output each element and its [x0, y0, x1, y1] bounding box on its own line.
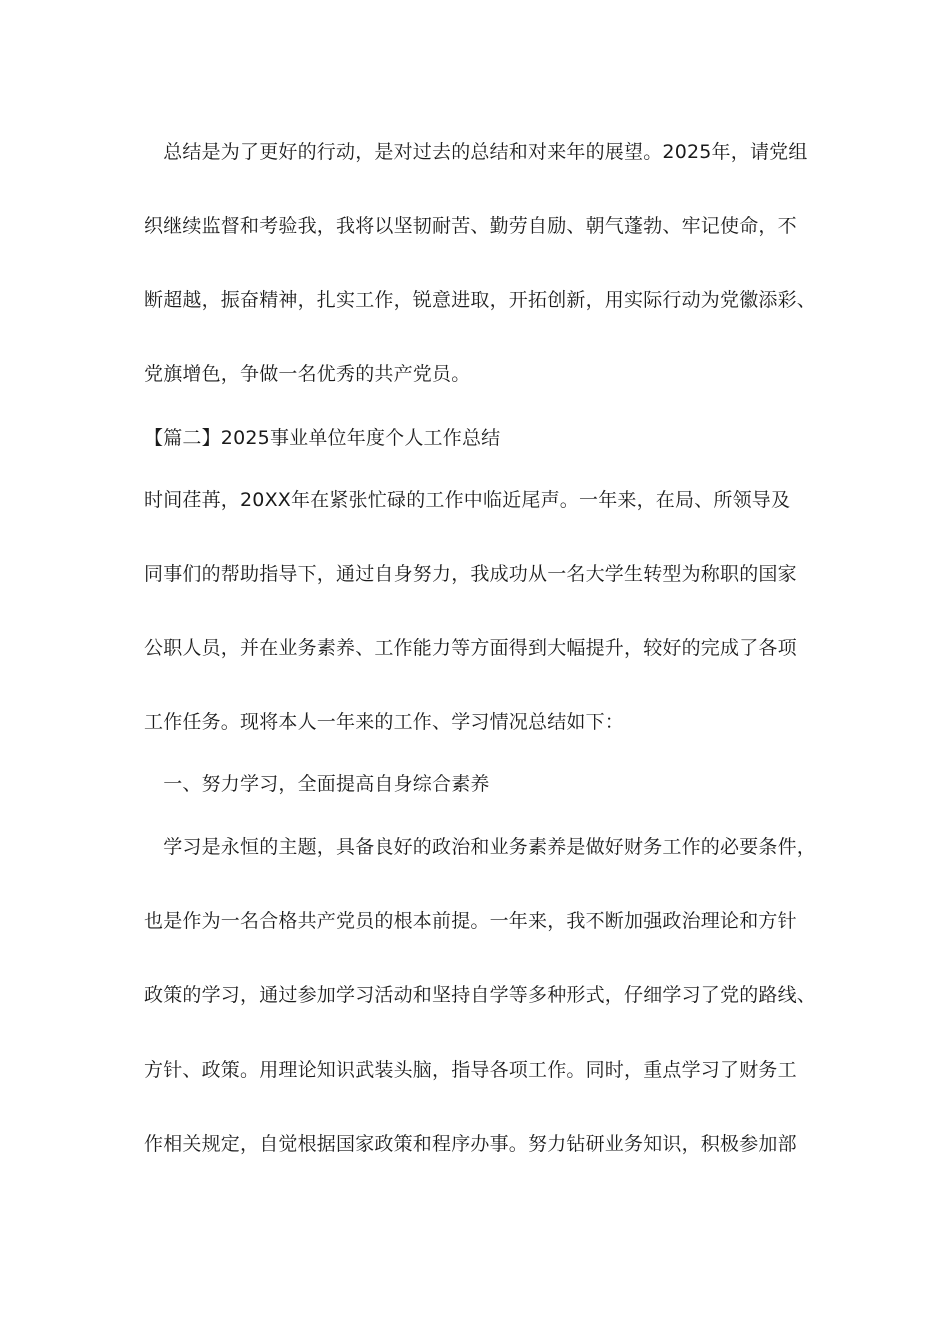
paragraph-line: 时间荏苒，20XX年在紧张忙碌的工作中临近尾声。一年来，在局、所领导及	[144, 489, 791, 511]
subsection-heading: 一、努力学习，全面提高自身综合素养	[144, 773, 490, 795]
paragraph-line: 方针、政策。用理论知识武装头脑，指导各项工作。同时，重点学习了财务工	[144, 1059, 797, 1081]
section-heading: 【篇二】2025事业单位年度个人工作总结	[144, 427, 501, 449]
paragraph-line: 同事们的帮助指导下，通过自身努力，我成功从一名大学生转型为称职的国家	[144, 563, 797, 585]
paragraph-line: 党旗增色，争做一名优秀的共产党员。	[144, 363, 471, 385]
paragraph-line: 工作任务。现将本人一年来的工作、学习情况总结如下：	[144, 711, 625, 733]
paragraph-line: 断超越，振奋精神，扎实工作，锐意进取，开拓创新，用实际行动为党徽添彩、	[144, 289, 817, 311]
paragraph-line: 也是作为一名合格共产党员的根本前提。一年来，我不断加强政治理论和方针	[144, 910, 797, 932]
paragraph-line: 织继续监督和考验我，我将以坚韧耐苦、勤劳自励、朝气蓬勃、牢记使命，不	[144, 215, 797, 237]
paragraph-line: 作相关规定，自觉根据国家政策和程序办事。努力钻研业务知识，积极参加部	[144, 1133, 797, 1155]
paragraph-line: 公职人员，并在业务素养、工作能力等方面得到大幅提升，较好的完成了各项	[144, 637, 797, 659]
paragraph-line: 总结是为了更好的行动，是对过去的总结和对来年的展望。2025年，请党组	[144, 141, 808, 163]
paragraph-line: 学习是永恒的主题，具备良好的政治和业务素养是做好财务工作的必要条件，	[144, 836, 817, 858]
paragraph-line: 政策的学习，通过参加学习活动和坚持自学等多种形式，仔细学习了党的路线、	[144, 984, 817, 1006]
